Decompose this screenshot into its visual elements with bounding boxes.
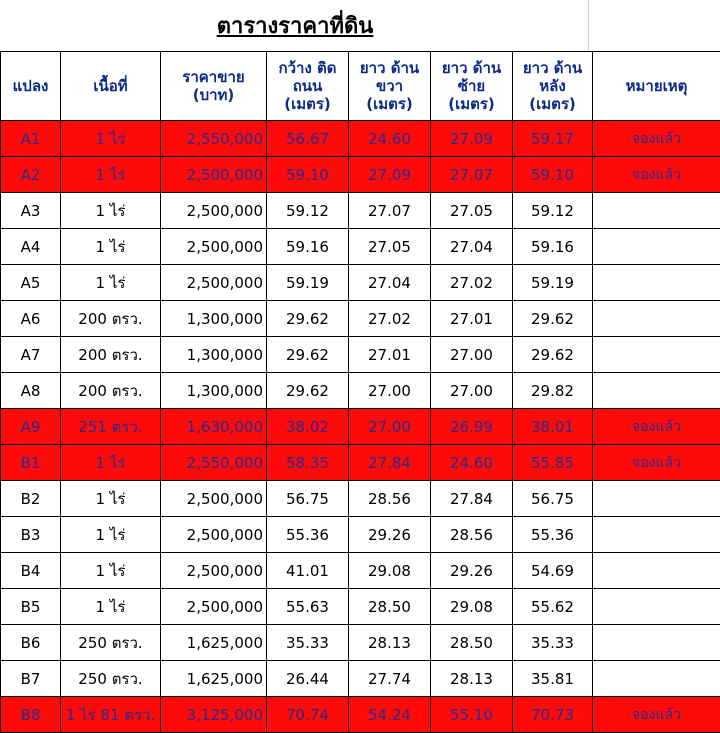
cell-back-length: 29.62 [513, 301, 593, 337]
cell-note [593, 553, 720, 589]
cell-note [593, 517, 720, 553]
cell-price: 2,500,000 [161, 553, 267, 589]
cell-back-length: 55.36 [513, 517, 593, 553]
cell-left-length: 28.13 [431, 661, 513, 697]
table-row [1, 553, 720, 589]
cell-back-length: 70.73 [513, 697, 593, 733]
table-row [1, 661, 720, 697]
cell-area: 1 ไร่ [61, 193, 161, 229]
cell-price: 1,300,000 [161, 373, 267, 409]
cell-front-width: 59.16 [267, 229, 349, 265]
cell-area: 1 ไร่ [61, 157, 161, 193]
cell-note [593, 481, 720, 517]
header-area: เนื้อที่ [61, 52, 161, 121]
header-left-length: ยาว ด้านซ้าย (เมตร) [431, 52, 513, 121]
cell-plot: B6 [1, 625, 61, 661]
cell-plot: A9 [1, 409, 61, 445]
table-row [1, 121, 720, 157]
table-row [1, 337, 720, 373]
cell-area: 1 ไร่ [61, 553, 161, 589]
cell-note [593, 625, 720, 661]
cell-right-length: 27.00 [349, 409, 431, 445]
cell-plot: B7 [1, 661, 61, 697]
cell-back-length: 59.19 [513, 265, 593, 301]
cell-front-width: 29.62 [267, 373, 349, 409]
cell-left-length: 27.84 [431, 481, 513, 517]
page-title: ตารางราคาที่ดิน [0, 8, 590, 43]
table-row [1, 697, 720, 733]
cell-note [593, 373, 720, 409]
cell-plot: A7 [1, 337, 61, 373]
cell-back-length: 54.69 [513, 553, 593, 589]
cell-front-width: 29.62 [267, 301, 349, 337]
cell-right-length: 28.50 [349, 589, 431, 625]
table-row [1, 517, 720, 553]
cell-right-length: 27.09 [349, 157, 431, 193]
header-price: ราคาขาย (บาท) [161, 52, 267, 121]
cell-area: 1 ไร่ [61, 229, 161, 265]
cell-area: 1 ไร่ 81 ตรว. [61, 697, 161, 733]
cell-note [593, 589, 720, 625]
cell-front-width: 59.12 [267, 193, 349, 229]
cell-front-width: 56.75 [267, 481, 349, 517]
cell-area: 1 ไร่ [61, 517, 161, 553]
cell-note [593, 193, 720, 229]
cell-front-width: 55.63 [267, 589, 349, 625]
cell-left-length: 27.00 [431, 337, 513, 373]
gridline [588, 0, 589, 51]
cell-front-width: 26.44 [267, 661, 349, 697]
cell-note: จองแล้ว [593, 409, 720, 445]
cell-price: 2,500,000 [161, 481, 267, 517]
cell-back-length: 29.82 [513, 373, 593, 409]
cell-left-length: 27.04 [431, 229, 513, 265]
cell-right-length: 27.84 [349, 445, 431, 481]
cell-left-length: 26.99 [431, 409, 513, 445]
cell-area: 1 ไร่ [61, 481, 161, 517]
cell-back-length: 55.62 [513, 589, 593, 625]
cell-left-length: 27.00 [431, 373, 513, 409]
cell-price: 1,300,000 [161, 301, 267, 337]
table-row [1, 301, 720, 337]
cell-area: 250 ตรว. [61, 625, 161, 661]
cell-plot: B3 [1, 517, 61, 553]
cell-price: 1,630,000 [161, 409, 267, 445]
cell-right-length: 54.24 [349, 697, 431, 733]
cell-area: 200 ตรว. [61, 373, 161, 409]
cell-plot: B5 [1, 589, 61, 625]
cell-price: 3,125,000 [161, 697, 267, 733]
cell-price: 2,500,000 [161, 229, 267, 265]
table-row [1, 589, 720, 625]
cell-area: 200 ตรว. [61, 301, 161, 337]
cell-back-length: 59.17 [513, 121, 593, 157]
cell-left-length: 55.10 [431, 697, 513, 733]
cell-right-length: 27.01 [349, 337, 431, 373]
land-price-table [0, 51, 720, 733]
cell-plot: A3 [1, 193, 61, 229]
cell-plot: A2 [1, 157, 61, 193]
cell-price: 2,500,000 [161, 193, 267, 229]
table-row [1, 625, 720, 661]
table-row [1, 157, 720, 193]
cell-front-width: 58.35 [267, 445, 349, 481]
cell-back-length: 59.12 [513, 193, 593, 229]
cell-plot: A4 [1, 229, 61, 265]
cell-plot: A1 [1, 121, 61, 157]
cell-right-length: 27.07 [349, 193, 431, 229]
cell-area: 200 ตรว. [61, 337, 161, 373]
cell-note [593, 265, 720, 301]
header-plot: แปลง [1, 52, 61, 121]
table-row [1, 193, 720, 229]
cell-plot: B2 [1, 481, 61, 517]
table-row [1, 373, 720, 409]
cell-front-width: 56.67 [267, 121, 349, 157]
cell-plot: A8 [1, 373, 61, 409]
cell-back-length: 59.16 [513, 229, 593, 265]
cell-area: 1 ไร่ [61, 445, 161, 481]
cell-front-width: 41.01 [267, 553, 349, 589]
cell-left-length: 29.08 [431, 589, 513, 625]
cell-plot: B1 [1, 445, 61, 481]
cell-front-width: 29.62 [267, 337, 349, 373]
cell-note: จองแล้ว [593, 697, 720, 733]
cell-price: 1,300,000 [161, 337, 267, 373]
cell-area: 1 ไร่ [61, 121, 161, 157]
cell-left-length: 27.02 [431, 265, 513, 301]
cell-price: 2,550,000 [161, 445, 267, 481]
header-back-length: ยาว ด้านหลัง (เมตร) [513, 52, 593, 121]
header-front-width: กว้าง ติดถนน (เมตร) [267, 52, 349, 121]
cell-front-width: 70.74 [267, 697, 349, 733]
cell-area: 1 ไร่ [61, 265, 161, 301]
cell-price: 2,500,000 [161, 265, 267, 301]
table-row [1, 265, 720, 301]
cell-area: 251 ตรว. [61, 409, 161, 445]
cell-back-length: 35.81 [513, 661, 593, 697]
cell-price: 1,625,000 [161, 661, 267, 697]
cell-note [593, 661, 720, 697]
cell-back-length: 29.62 [513, 337, 593, 373]
cell-area: 250 ตรว. [61, 661, 161, 697]
cell-front-width: 55.36 [267, 517, 349, 553]
table-row [1, 445, 720, 481]
cell-left-length: 29.26 [431, 553, 513, 589]
cell-right-length: 29.08 [349, 553, 431, 589]
header-right-length: ยาว ด้านขวา (เมตร) [349, 52, 431, 121]
cell-price: 2,500,000 [161, 157, 267, 193]
cell-back-length: 55.85 [513, 445, 593, 481]
cell-back-length: 35.33 [513, 625, 593, 661]
cell-price: 1,625,000 [161, 625, 267, 661]
cell-plot: B4 [1, 553, 61, 589]
cell-back-length: 59.10 [513, 157, 593, 193]
cell-plot: A5 [1, 265, 61, 301]
cell-note [593, 301, 720, 337]
cell-right-length: 27.02 [349, 301, 431, 337]
cell-right-length: 28.56 [349, 481, 431, 517]
cell-front-width: 59.19 [267, 265, 349, 301]
cell-left-length: 27.09 [431, 121, 513, 157]
cell-left-length: 28.56 [431, 517, 513, 553]
cell-note: จองแล้ว [593, 157, 720, 193]
cell-front-width: 59.10 [267, 157, 349, 193]
title-row [0, 0, 720, 51]
cell-price: 2,500,000 [161, 589, 267, 625]
cell-right-length: 29.26 [349, 517, 431, 553]
cell-left-length: 27.01 [431, 301, 513, 337]
cell-price: 2,550,000 [161, 121, 267, 157]
cell-right-length: 27.04 [349, 265, 431, 301]
header-row [1, 52, 720, 121]
cell-right-length: 27.00 [349, 373, 431, 409]
table-body [1, 121, 720, 733]
cell-right-length: 27.74 [349, 661, 431, 697]
cell-right-length: 28.13 [349, 625, 431, 661]
cell-note: จองแล้ว [593, 445, 720, 481]
cell-price: 2,500,000 [161, 517, 267, 553]
table-row [1, 229, 720, 265]
cell-left-length: 27.07 [431, 157, 513, 193]
cell-back-length: 38.01 [513, 409, 593, 445]
table-row [1, 481, 720, 517]
cell-note [593, 229, 720, 265]
cell-plot: A6 [1, 301, 61, 337]
cell-left-length: 28.50 [431, 625, 513, 661]
cell-plot: B8 [1, 697, 61, 733]
header-note: หมายเหตุ [593, 52, 720, 121]
cell-note: จองแล้ว [593, 121, 720, 157]
cell-note [593, 337, 720, 373]
cell-front-width: 38.02 [267, 409, 349, 445]
cell-front-width: 35.33 [267, 625, 349, 661]
cell-back-length: 56.75 [513, 481, 593, 517]
cell-right-length: 27.05 [349, 229, 431, 265]
cell-right-length: 24.60 [349, 121, 431, 157]
cell-area: 1 ไร่ [61, 589, 161, 625]
cell-left-length: 27.05 [431, 193, 513, 229]
cell-left-length: 24.60 [431, 445, 513, 481]
table-row [1, 409, 720, 445]
